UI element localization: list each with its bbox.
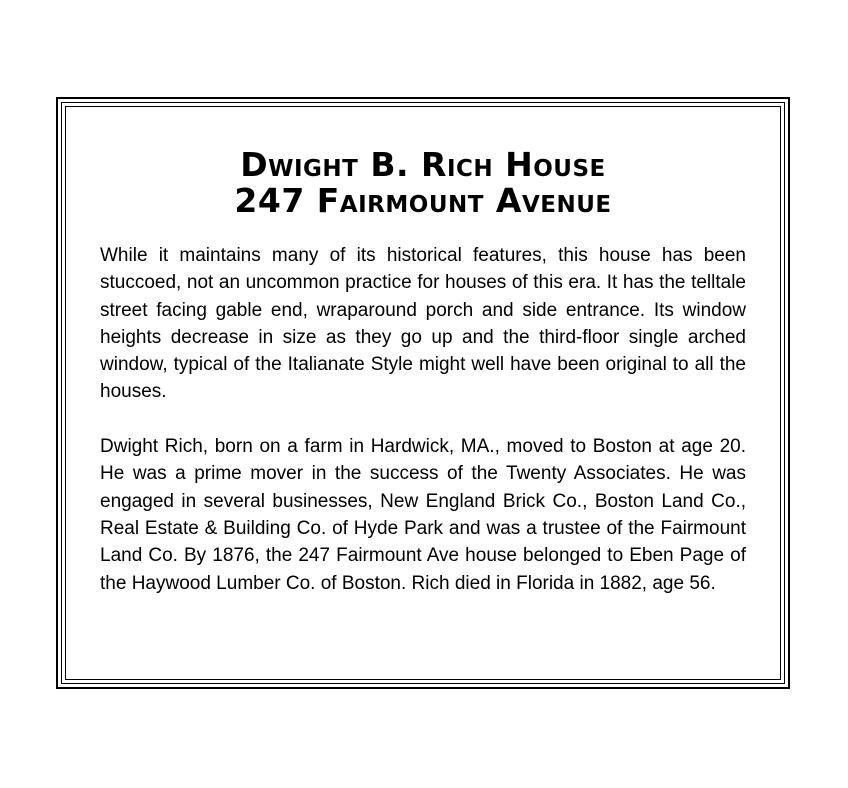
- plaque-border: [56, 97, 790, 689]
- plaque-border-inner: [65, 106, 781, 680]
- title-line-address: 247 Fairmount Avenue: [234, 181, 612, 220]
- plaque-body: [100, 242, 746, 624]
- paragraph-architecture: While it maintains many of its historical features, this house has been stuccoed, not an uncommon practice for houses of this era. It has the telltale street facing gable end, wraparound porch and side entrance. Its window heights decrease in size as they go up and the third-floor single arched window, typical of the Italianate Style might well have been original to all the houses.: [100, 245, 746, 403]
- plaque-title: [66, 147, 780, 219]
- plaque-border-middle: [61, 102, 785, 684]
- paragraph-history: Dwight Rich, born on a farm in Hardwick, MA., moved to Boston at age 20. He was a prime mover in the success of the Twenty Associates. He was engaged in several businesses, New England Brick Co., Boston Land Co., Real Estate & Building Co. of Hyde Park and was a trustee of the Fairmount Land Co. By 1876, the 247 Fairmount Ave house belonged to Eben Page of the Haywood Lumber Co. of Boston. Rich died in Florida in 1882, age 56.: [100, 436, 746, 594]
- title-line-house-name: Dwight B. Rich House: [240, 145, 606, 184]
